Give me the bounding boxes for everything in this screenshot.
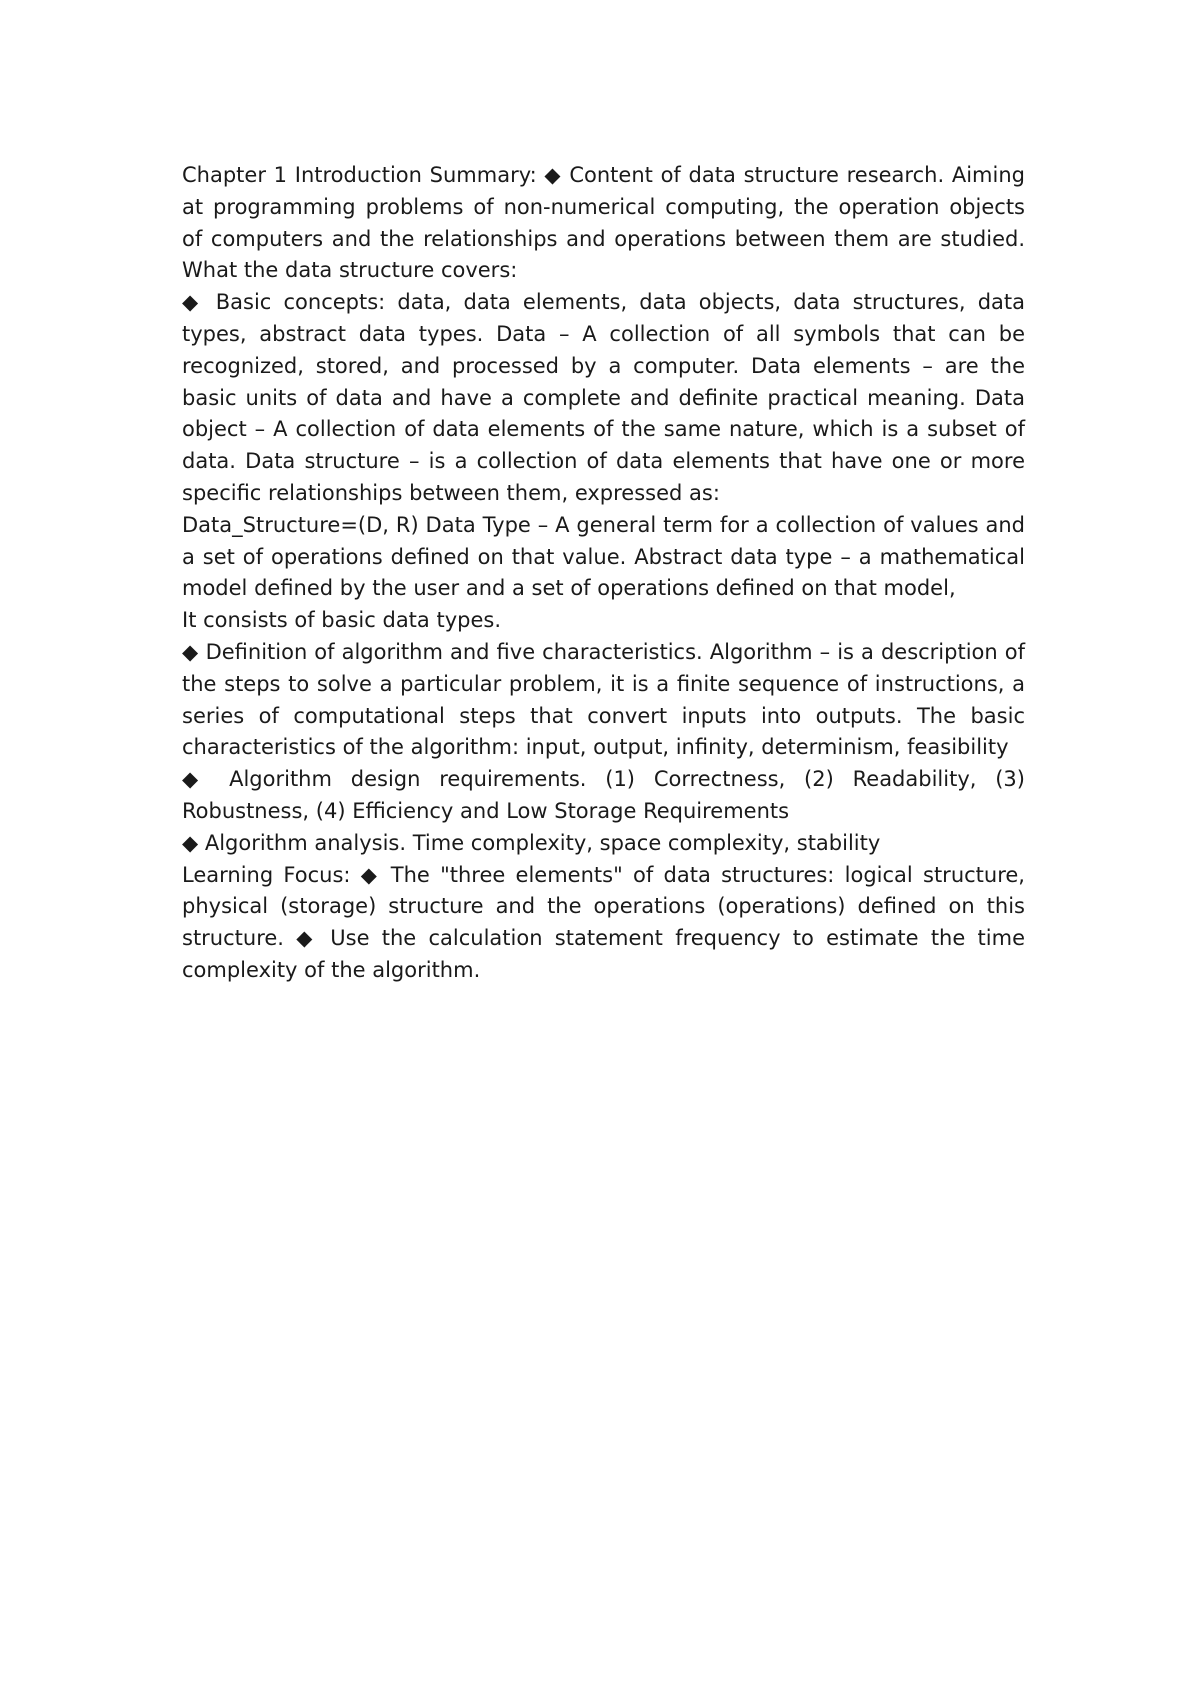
paragraph-data-structure-definition: Data_Structure=(D, R) Data Type – A general term for a collection of values and a set of operations defined on that value. Abstract data type – a mathematical model defined by the user and a set of operations defined on that model, <box>182 512 1025 601</box>
paragraph-chapter-summary: Chapter 1 Introduction Summary: ◆ Content of data structure research. Aiming at programming problems of non-numerical computing, the operation objects of computers and the relationships and operations between them are studied. What the data structure covers: <box>182 163 1025 283</box>
paragraph-design-requirements: ◆ Algorithm design requirements. (1) Correctness, (2) Readability, (3) Robustness, (4) Efficiency and Low Storage Requirements <box>182 767 1025 823</box>
paragraph-algorithm-analysis: ◆ Algorithm analysis. Time complexity, space complexity, stability <box>182 830 881 855</box>
paragraph-basic-concepts: ◆ Basic concepts: data, data elements, data objects, data structures, data types, abstract data types. Data – A collection of all symbols that can be recognized, stored, and processed by a computer. Data elements – are the basic units of data and have a complete and definite practical meaning. Data object – A collection of data elements of the same nature, which is a subset of data. Data structure – is a collection of data elements that have one or more specific relationships between them, expressed as: <box>182 290 1025 505</box>
paragraph-basic-data-types: It consists of basic data types. <box>182 608 501 633</box>
paragraph-learning-focus: Learning Focus: ◆ The "three elements" of data structures: logical structure, physical (storage) structure and the operations (operations) defined on this structure. ◆ Use the calculation statement frequency to estimate the time complexity of the algorithm. <box>182 862 1025 982</box>
document-body <box>182 160 1025 987</box>
paragraph-algorithm-definition: ◆ Definition of algorithm and five characteristics. Algorithm – is a description of the steps to solve a particular problem, it is a finite sequence of instructions, a series of computational steps that convert inputs into outputs. The basic characteristics of the algorithm: input, output, infinity, determinism, feasibility <box>182 639 1025 760</box>
